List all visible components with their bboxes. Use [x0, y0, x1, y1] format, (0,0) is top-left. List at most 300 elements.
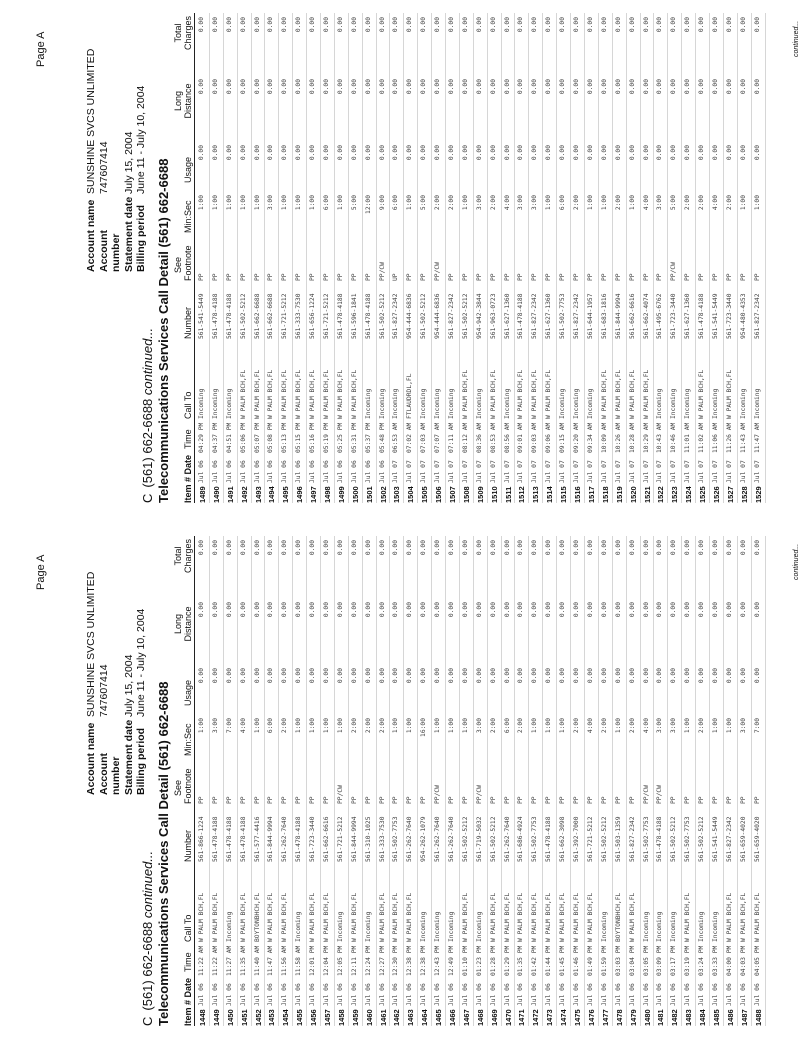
- total-charges: 0.00: [350, 540, 358, 556]
- footnote: PP: [225, 796, 233, 804]
- item-number: 1456: [309, 1009, 319, 1026]
- item-number: 1509: [475, 486, 485, 503]
- footnote: PP: [406, 273, 414, 281]
- total-charges: 0.00: [475, 17, 483, 33]
- call-time: 11:02 AM: [698, 422, 706, 453]
- long-distance: 0.00: [295, 79, 303, 95]
- table-row: [349, 536, 363, 1026]
- phone-number: 954-480-4353: [739, 293, 747, 339]
- long-distance: 0.00: [406, 602, 414, 618]
- table-row: [710, 13, 724, 503]
- total-charges: 0.00: [211, 17, 219, 33]
- long-distance: 0.00: [309, 79, 317, 95]
- call-time: 05:06 PM: [239, 422, 247, 453]
- long-distance: 0.00: [670, 602, 678, 618]
- footnote: PP: [198, 796, 205, 804]
- account-name-label: Account name: [85, 722, 97, 795]
- min-sec: 2:00: [281, 718, 289, 734]
- table-row: [599, 536, 613, 1026]
- phone-number: 561-723-3440: [670, 293, 678, 339]
- call-date: Jul 06: [336, 983, 344, 1006]
- item-number: 1479: [628, 1009, 638, 1026]
- table-row: [460, 536, 474, 1026]
- item-number: 1501: [364, 486, 374, 503]
- table-row: [668, 536, 682, 1026]
- footnote: PP: [739, 273, 747, 281]
- min-sec: 1:00: [531, 718, 539, 734]
- section-letter-icon: C: [140, 1016, 155, 1026]
- long-distance: 0.00: [753, 602, 761, 618]
- phone-number: 561-502-5212: [698, 816, 706, 862]
- long-distance: 0.00: [336, 602, 344, 618]
- call-time: 11:47 AM: [267, 945, 275, 976]
- usage: 0.00: [225, 668, 233, 684]
- call-time: 05:25 PM: [336, 422, 344, 453]
- phone-number: 561-844-9994: [267, 816, 275, 862]
- statement-page-right: [0, 5, 809, 515]
- call-to: Incoming: [684, 388, 692, 419]
- min-sec: 1:00: [628, 195, 636, 211]
- footnote: PP/CW: [475, 785, 483, 804]
- footnote: PP: [684, 796, 692, 804]
- phone-number: 954-444-6836: [406, 293, 414, 339]
- item-number: 1502: [378, 486, 388, 503]
- call-date: Jul 06: [475, 983, 483, 1006]
- item-number: 1457: [323, 1009, 333, 1026]
- usage: 0.00: [503, 668, 511, 684]
- long-distance: 0.00: [600, 79, 608, 95]
- min-sec: 1:00: [309, 718, 317, 734]
- call-to: Incoming: [448, 388, 456, 419]
- call-time: 01:35 PM: [517, 945, 525, 976]
- phone-number: 561-721-5212: [586, 816, 594, 862]
- call-date: Jul 06: [211, 983, 219, 1006]
- table-row: [293, 536, 307, 1026]
- usage: 0.00: [461, 145, 469, 161]
- total-charges: 0.00: [517, 540, 525, 556]
- footnote: PP: [725, 273, 733, 281]
- call-date: Jul 07: [559, 460, 567, 483]
- min-sec: 3:00: [475, 195, 483, 211]
- call-to: W PALM BCH,FL: [392, 892, 400, 942]
- long-distance: 0.00: [309, 602, 317, 618]
- call-date: Jul 07: [586, 460, 594, 483]
- item-number: 1520: [628, 486, 638, 503]
- table-row: [654, 536, 668, 1026]
- call-date: Jul 07: [434, 460, 442, 483]
- call-date: Jul 06: [614, 983, 622, 1006]
- long-distance: 0.00: [323, 602, 331, 618]
- total-charges: 0.00: [517, 17, 525, 33]
- total-charges: 0.00: [684, 540, 692, 556]
- item-number: 1461: [378, 1009, 388, 1026]
- usage: 0.00: [309, 145, 317, 161]
- call-date: Jul 07: [725, 460, 733, 483]
- footnote: PP: [573, 796, 581, 804]
- call-date: Jul 06: [198, 983, 205, 1006]
- item-number: 1495: [281, 486, 291, 503]
- item-number: 1526: [711, 486, 721, 503]
- footnote: PP: [489, 796, 497, 804]
- phone-number: 561-503-1359: [614, 816, 622, 862]
- min-sec: 2:00: [364, 718, 372, 734]
- total-charges: 0.00: [392, 17, 400, 33]
- phone-number: 561-502-5212: [378, 293, 386, 339]
- call-to: W PALM BCH,FL: [628, 369, 636, 419]
- item-number: 1473: [545, 1009, 555, 1026]
- phone-number: 561-478-4188: [364, 293, 372, 339]
- table-row: [196, 536, 210, 1026]
- phone-number: 561-662-3098: [559, 816, 567, 862]
- item-number: 1517: [586, 486, 596, 503]
- long-distance: 0.00: [434, 79, 442, 95]
- call-date: Jul 06: [350, 983, 358, 1006]
- call-date: Jul 06: [517, 983, 525, 1006]
- phone-number: 561-662-6688: [253, 293, 261, 339]
- call-date: Jul 07: [698, 460, 706, 483]
- usage: 0.00: [475, 668, 483, 684]
- min-sec: 1:00: [434, 718, 442, 734]
- phone-number: 561-502-5212: [600, 816, 608, 862]
- call-date: Jul 06: [309, 460, 317, 483]
- call-time: 11:58 AM: [295, 945, 303, 976]
- footnote: PP: [517, 796, 525, 804]
- min-sec: 1:00: [336, 718, 344, 734]
- col-call-to: Call To: [183, 914, 193, 942]
- total-charges: 0.00: [295, 17, 303, 33]
- total-charges: 0.00: [198, 540, 205, 556]
- item-number: 1506: [434, 486, 444, 503]
- usage: 0.00: [434, 668, 442, 684]
- phone-number: 561-502-5212: [239, 293, 247, 339]
- phone-number: 561-502-5212: [670, 816, 678, 862]
- call-to: W PALM BCH,FL: [614, 369, 622, 419]
- item-number: 1511: [503, 486, 513, 503]
- usage: 0.00: [323, 145, 331, 161]
- billing-period-label: Billing period: [135, 204, 147, 272]
- footnote: PP: [378, 796, 386, 804]
- min-sec: 1:00: [309, 195, 317, 211]
- call-date: Jul 06: [336, 460, 344, 483]
- long-distance: 0.00: [364, 602, 372, 618]
- item-number: 1503: [392, 486, 402, 503]
- footnote: PP: [503, 796, 511, 804]
- total-charges: 0.00: [670, 540, 678, 556]
- call-to: Incoming: [198, 388, 205, 419]
- call-date: Jul 06: [378, 460, 386, 483]
- call-to: W PALM BCH,FL: [281, 369, 289, 419]
- call-time: 01:45 PM: [559, 945, 567, 976]
- call-time: 05:16 PM: [309, 422, 317, 453]
- call-detail-table: [196, 536, 766, 1026]
- call-to: W PALM BCH,FL: [267, 892, 275, 942]
- usage: 0.00: [267, 145, 275, 161]
- table-row: [390, 536, 404, 1026]
- table-row: [279, 536, 293, 1026]
- phone-number: 561-827-2342: [448, 293, 456, 339]
- table-row: [571, 13, 585, 503]
- phone-number: 561-502-5212: [489, 816, 497, 862]
- phone-number: 561-662-4074: [642, 293, 650, 339]
- table-row: [307, 13, 321, 503]
- total-charges: 0.00: [267, 17, 275, 33]
- min-sec: 1:00: [711, 718, 719, 734]
- long-distance: 0.00: [725, 79, 733, 95]
- call-time: 09:03 AM: [531, 422, 539, 453]
- phone-number: 561-333-7530: [295, 293, 303, 339]
- long-distance: 0.00: [545, 79, 553, 95]
- long-distance: 0.00: [350, 602, 358, 618]
- item-number: 1508: [461, 486, 471, 503]
- call-date: Jul 06: [350, 460, 358, 483]
- usage: 0.00: [336, 145, 344, 161]
- usage: 0.00: [725, 668, 733, 684]
- total-charges: 0.00: [559, 540, 567, 556]
- table-row: [585, 536, 599, 1026]
- phone-number: 561-627-1360: [684, 293, 692, 339]
- call-date: Jul 06: [309, 983, 317, 1006]
- long-distance: 0.00: [586, 602, 594, 618]
- call-time: 03:17 PM: [670, 945, 678, 976]
- min-sec: 1:00: [211, 195, 219, 211]
- total-charges: 0.00: [739, 17, 747, 33]
- usage: 0.00: [406, 145, 414, 161]
- usage: 0.00: [545, 668, 553, 684]
- min-sec: 5:00: [420, 195, 428, 211]
- col-total-charges: Total Charges: [173, 15, 193, 51]
- min-sec: 1:00: [281, 195, 289, 211]
- call-date: Jul 06: [239, 460, 247, 483]
- long-distance: 0.00: [573, 602, 581, 618]
- long-distance: 0.00: [600, 602, 608, 618]
- call-to: W PALM BCH,FL: [461, 369, 469, 419]
- usage: 0.00: [684, 668, 692, 684]
- phone-number: 561-502-7753: [559, 293, 567, 339]
- min-sec: 5:00: [350, 195, 358, 211]
- phone-number: 561-683-1816: [600, 293, 608, 339]
- call-to: W PALM BCH,FL: [323, 369, 331, 419]
- footnote: PP: [628, 273, 636, 281]
- call-date: Jul 06: [225, 983, 233, 1006]
- total-charges: 0.00: [406, 540, 414, 556]
- long-distance: 0.00: [461, 79, 469, 95]
- table-row: [502, 536, 516, 1026]
- item-number: 1464: [420, 1009, 430, 1026]
- col-call-to: Call To: [183, 391, 193, 419]
- long-distance: 0.00: [684, 79, 692, 95]
- table-row: [252, 13, 266, 503]
- call-to: W PALM BCH,FL: [406, 892, 414, 942]
- min-sec: 2:00: [698, 718, 706, 734]
- table-row: [196, 13, 210, 503]
- usage: 0.00: [684, 145, 692, 161]
- call-date: Jul 06: [642, 983, 650, 1006]
- item-number: 1494: [267, 486, 277, 503]
- total-charges: 0.00: [628, 540, 636, 556]
- usage: 0.00: [392, 145, 400, 161]
- call-time: 11:43 AM: [739, 422, 747, 453]
- phone-number: 561-827-2342: [573, 293, 581, 339]
- usage: 0.00: [295, 668, 303, 684]
- usage: 0.00: [711, 668, 719, 684]
- item-number: 1459: [350, 1009, 360, 1026]
- item-number: 1525: [698, 486, 708, 503]
- call-to: Incoming: [420, 911, 428, 942]
- table-row: [321, 13, 335, 503]
- phone-number: 561-844-9994: [350, 816, 358, 862]
- call-to: W PALM BCH,FL: [323, 892, 331, 942]
- call-time: 09:34 AM: [586, 422, 594, 453]
- call-date: Jul 06: [725, 983, 733, 1006]
- min-sec: 2:00: [725, 195, 733, 211]
- call-time: 05:07 PM: [253, 422, 261, 453]
- usage: 0.00: [211, 145, 219, 161]
- usage: 0.00: [239, 668, 247, 684]
- item-number: 1482: [670, 1009, 680, 1026]
- long-distance: 0.00: [711, 79, 719, 95]
- call-to: Incoming: [364, 388, 372, 419]
- min-sec: 2:00: [350, 718, 358, 734]
- total-charges: 0.00: [364, 540, 372, 556]
- continued-number: (561) 662-6688: [140, 398, 155, 488]
- total-charges: 0.00: [753, 540, 761, 556]
- total-charges: 0.00: [545, 17, 553, 33]
- call-to: Incoming: [225, 911, 233, 942]
- account-name: SUNSHINE SVCS UNLIMITED: [85, 48, 97, 194]
- section-letter-icon: C: [140, 493, 155, 503]
- usage: 0.00: [614, 668, 622, 684]
- item-number: 1524: [684, 486, 694, 503]
- long-distance: 0.00: [350, 79, 358, 95]
- call-time: 04:05 PM: [753, 945, 761, 976]
- col-min-sec: Min:Sec: [183, 723, 193, 756]
- item-number: 1504: [406, 486, 416, 503]
- call-time: 09:20 AM: [573, 422, 581, 453]
- total-charges: 0.00: [531, 17, 539, 33]
- call-date: Jul 06: [461, 983, 469, 1006]
- call-time: 08:53 AM: [489, 422, 497, 453]
- min-sec: 1:00: [295, 718, 303, 734]
- footnote: PP: [628, 796, 636, 804]
- call-date: Jul 06: [253, 460, 261, 483]
- long-distance: 0.00: [614, 602, 622, 618]
- account-number-label: Account number: [97, 230, 122, 272]
- total-charges: 0.00: [461, 540, 469, 556]
- item-number: 1448: [198, 1009, 207, 1026]
- table-row: [460, 13, 474, 503]
- total-charges: 0.00: [267, 540, 275, 556]
- item-number: 1519: [614, 486, 624, 503]
- call-time: 10:28 AM: [628, 422, 636, 453]
- phone-number: 561-541-5449: [711, 293, 719, 339]
- call-date: Jul 06: [323, 983, 331, 1006]
- item-number: 1476: [586, 1009, 596, 1026]
- footnote: PP: [239, 273, 247, 281]
- phone-number: 561-627-1360: [545, 293, 553, 339]
- usage: 0.00: [309, 668, 317, 684]
- phone-number: 561-333-7530: [378, 816, 386, 862]
- min-sec: 7:00: [753, 718, 761, 734]
- usage: 0.00: [586, 145, 594, 161]
- total-charges: 0.00: [309, 540, 317, 556]
- table-row: [529, 13, 543, 503]
- call-time: 03:19 PM: [684, 945, 692, 976]
- total-charges: 0.00: [753, 17, 761, 33]
- footnote: PP: [461, 796, 469, 804]
- footnote: PP/CW: [434, 785, 442, 804]
- call-to: W PALM BCH,FL: [517, 892, 525, 942]
- table-row: [724, 536, 738, 1026]
- footnote: PP: [753, 796, 761, 804]
- min-sec: 1:00: [545, 718, 553, 734]
- table-row: [641, 13, 655, 503]
- item-number: 1491: [225, 486, 235, 503]
- usage: 0.00: [323, 668, 331, 684]
- call-to: Incoming: [211, 388, 219, 419]
- item-number: 1498: [323, 486, 333, 503]
- phone-number: 561-659-4020: [739, 816, 747, 862]
- table-row: [738, 536, 752, 1026]
- call-date: Jul 07: [461, 460, 469, 483]
- long-distance: 0.00: [281, 79, 289, 95]
- call-time: 04:29 PM: [198, 422, 205, 453]
- call-date: Jul 06: [559, 983, 567, 1006]
- long-distance: 0.00: [656, 602, 664, 618]
- call-time: 11:27 AM: [225, 945, 233, 976]
- call-to: W PALM BCH,FL: [531, 892, 539, 942]
- min-sec: 6:00: [323, 195, 331, 211]
- min-sec: 5:00: [670, 195, 678, 211]
- call-date: Jul 07: [420, 460, 428, 483]
- table-row: [488, 536, 502, 1026]
- item-number: 1512: [517, 486, 527, 503]
- footnote: PP: [281, 796, 289, 804]
- call-to: W PALM BCH,FL: [517, 369, 525, 419]
- continued-word: continued...: [140, 327, 155, 396]
- call-time: 08:36 AM: [475, 422, 483, 453]
- long-distance: 0.00: [420, 79, 428, 95]
- continued-heading: [140, 328, 155, 503]
- item-number: 1492: [239, 486, 249, 503]
- phone-number: 561-541-5449: [711, 816, 719, 862]
- phone-number: 561-627-1360: [503, 293, 511, 339]
- footnote: PP: [420, 273, 428, 281]
- item-number: 1490: [211, 486, 221, 503]
- footnote: PP: [350, 273, 358, 281]
- footnote: PP: [739, 796, 747, 804]
- item-number: 1455: [295, 1009, 305, 1026]
- item-number: 1514: [545, 486, 555, 503]
- col-usage: Usage: [183, 156, 193, 183]
- footnote: PP/CW: [336, 785, 344, 804]
- usage: 0.00: [531, 668, 539, 684]
- footnote: PP: [420, 796, 428, 804]
- call-date: Jul 06: [378, 983, 386, 1006]
- min-sec: 2:00: [378, 718, 386, 734]
- long-distance: 0.00: [642, 602, 650, 618]
- table-row: [224, 13, 238, 503]
- min-sec: 2:00: [448, 195, 456, 211]
- call-to: Incoming: [670, 911, 678, 942]
- footnote: PP: [309, 273, 317, 281]
- long-distance: 0.00: [711, 602, 719, 618]
- footnote: PP: [475, 273, 483, 281]
- long-distance: 0.00: [739, 602, 747, 618]
- min-sec: 1:00: [198, 195, 205, 211]
- phone-number: 561-310-1025: [364, 816, 372, 862]
- call-time: 12:05 PM: [336, 945, 344, 976]
- call-to: W PALM BCH,FL: [350, 369, 358, 419]
